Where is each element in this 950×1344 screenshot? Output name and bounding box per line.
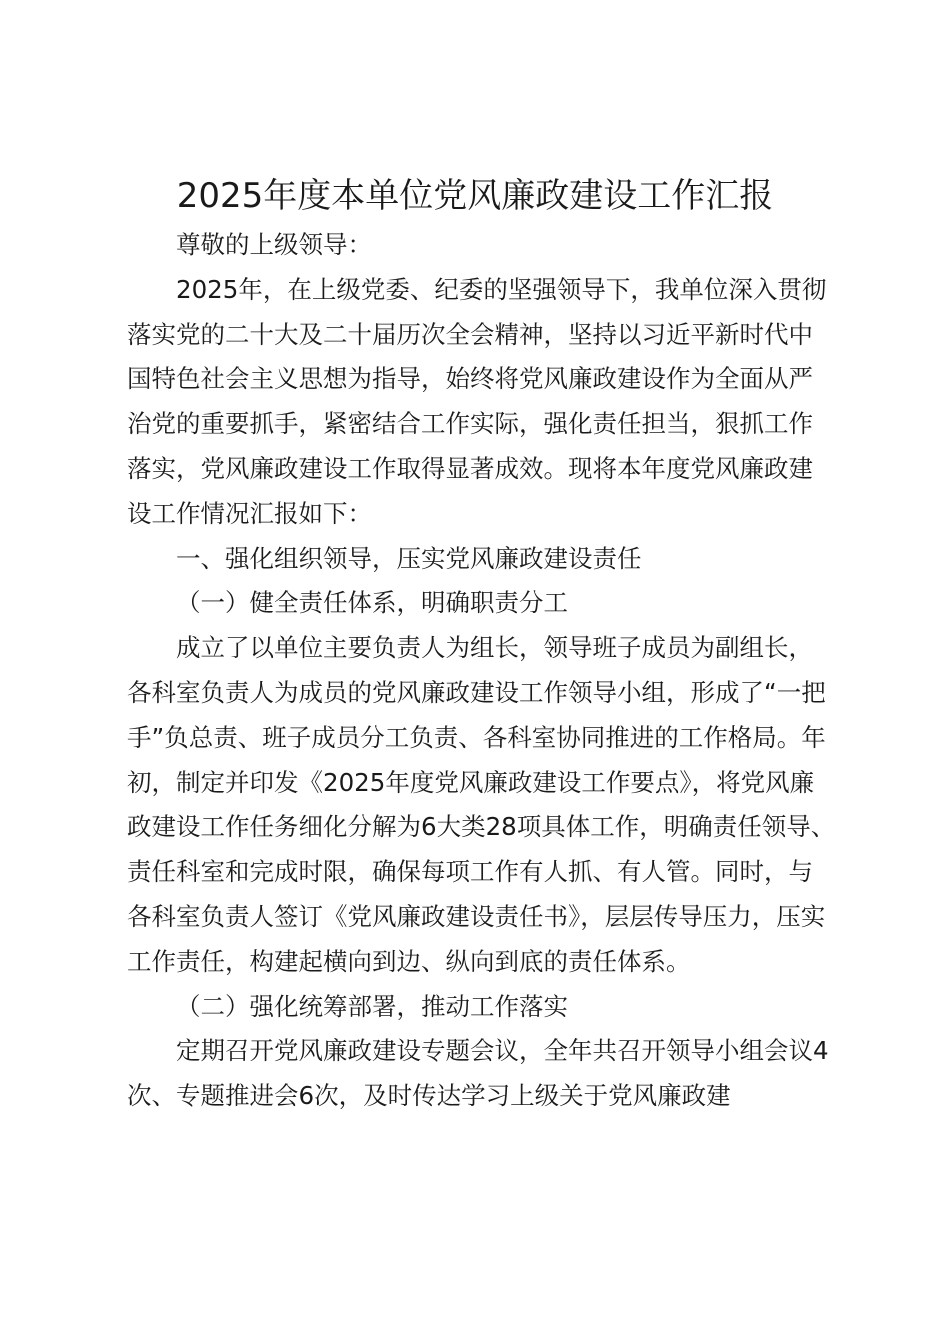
document-body xyxy=(127,223,837,1119)
document-title: 2025年度本单位党风廉政建设工作汇报 xyxy=(176,176,774,216)
subsection-heading-1: （一）健全责任体系，明确职责分工 xyxy=(176,588,568,618)
subsection-heading-2: （二）强化统筹部署，推动工作落实 xyxy=(176,991,568,1021)
intro-paragraph: 2025年，在上级党委、纪委的坚强领导下，我单位深入贯彻落实党的二十大及二十届历次全会精神，坚持以习近平新时代中国特色社会主义思想为指导，始终将党风廉政建设作为全面从严治党的重要抓手，紧密结合工作实际，强化责任担当，狠抓工作落实，党风廉政建设工作取得显著成效。现将本年度党风廉政建设工作情况汇报如下： xyxy=(127,274,827,528)
subsection-body-1: 成立了以单位主要负责人为组长，领导班子成员为副组长，各科室负责人为成员的党风廉政建设工作领导小组，形成了“一把手”负总责、班子成员分工负责、各科室协同推进的工作格局。年初，制定并印发《2025年度党风廉政建设工作要点》，将党风廉政建设工作任务细化分解为6大类28项具体工作，明确责任领导、责任科室和完成时限，确保每项工作有人抓、有人管。同时，与各科室负责人签订《党风廉政建设责任书》，层层传导压力，压实工作责任，构建起横向到边、纵向到底的责任体系。 xyxy=(127,633,836,976)
subsection-body-2: 定期召开党风廉政建设专题会议，全年共召开领导小组会议4次、专题推进会6次，及时传达学习上级关于党风廉政建 xyxy=(127,1036,829,1111)
section-heading-1: 一、强化组织领导，压实党风廉政建设责任 xyxy=(176,543,642,573)
greeting: 尊敬的上级领导： xyxy=(176,230,372,259)
